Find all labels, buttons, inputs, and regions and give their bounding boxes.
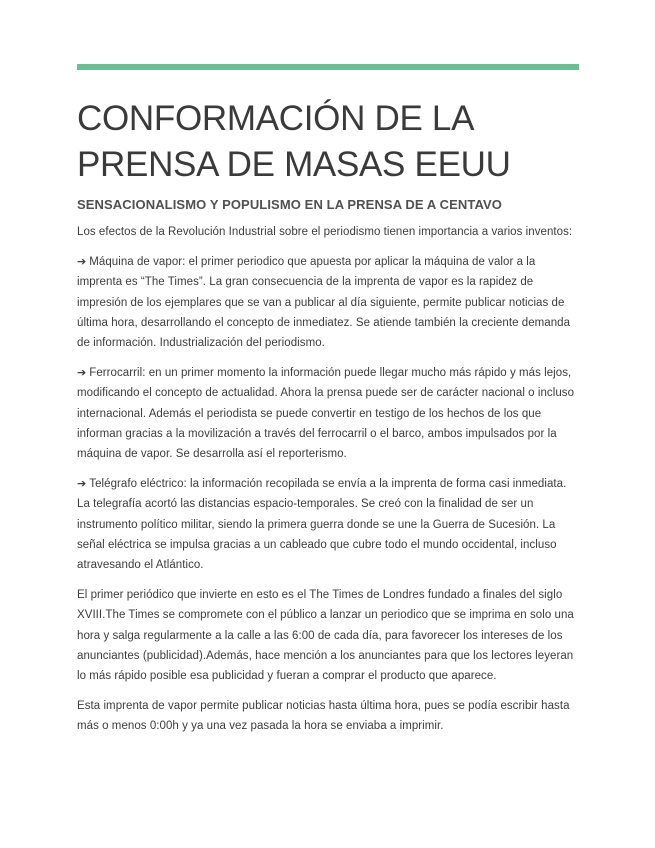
subtitle: SENSACIONALISMO Y POPULISMO EN LA PRENSA DE A CENTAVO xyxy=(77,197,502,212)
arrow-right-icon: ➔ xyxy=(77,477,87,491)
item-railway-text: Ferrocarril: en un primer momento la información puede llegar mucho más rápido y más lejos, modificando el concepto de actualidad. Ahora la prensa puede ser de carácter nacional o incluso internacional. Además el periodista se puede convertir en testigo de los hechos de los que informan gracias a la movilización a través del ferrocarril o el barco, ambos impulsados por la máquina de vapor. Se desarrolla así el reporterismo. xyxy=(77,367,575,461)
title-line-2: PRENSA DE MASAS EEUU xyxy=(77,145,511,184)
item-telegraph-text: Telégrafo eléctrico: la información recopilada se envía a la imprenta de forma casi inmediata. La telegrafía acortó las distancias espacio-temporales. Se creó con la finalidad de ser un instrumento político militar, siendo la primera guerra donde se une la Guerra de Sucesión. La señal eléctrica se impulsa gracias a un cableado que cubre todo el mundo occidental, incluso atravesando el Atlántico. xyxy=(77,478,567,572)
item-telegraph xyxy=(77,474,579,575)
item-railway xyxy=(77,363,579,464)
arrow-right-icon: ➔ xyxy=(77,255,87,269)
item-steam-engine xyxy=(77,252,579,353)
item-steam-engine-text: Máquina de vapor: el primer periodico que apuesta por aplicar la máquina de valor a la imprenta es “The Times”. La gran consecuencia de la imprenta de vapor es la rapidez de impresión de los ejemplares que se van a publicar al día siguiente, permite publicar noticias de última hora, desarrollando el concepto de inmediatez. Se atiende también la creciente demanda de información. Industrialización del periodismo. xyxy=(77,256,571,350)
document-page xyxy=(77,64,579,737)
page-title xyxy=(77,96,579,188)
intro-paragraph: Los efectos de la Revolución Industrial sobre el periodismo tienen importancia a varios inventos: xyxy=(77,226,573,238)
accent-rule xyxy=(77,64,579,70)
title-line-1: CONFORMACIÓN DE LA xyxy=(77,99,475,138)
arrow-right-icon: ➔ xyxy=(77,366,87,380)
closing-paragraph: Esta imprenta de vapor permite publicar noticias hasta última hora, pues se podía escribir hasta más o menos 0:00h y ya una vez pasada la hora se enviaba a imprimir. xyxy=(77,700,570,733)
times-paragraph: El primer periódico que invierte en esto es el The Times de Londres fundado a finales del siglo XVIII.The Times se compromete con el público a lanzar un periodico que se imprima en solo una hora y salga regularmente a la calle a las 6:00 de cada día, para favorecer los intereses de los anunciantes (publicidad).Además, hace mención a los anunciantes para que los lectores leyeran lo más rápido posible esa publicidad y fueran a comprar el producto que aparece. xyxy=(77,589,574,683)
